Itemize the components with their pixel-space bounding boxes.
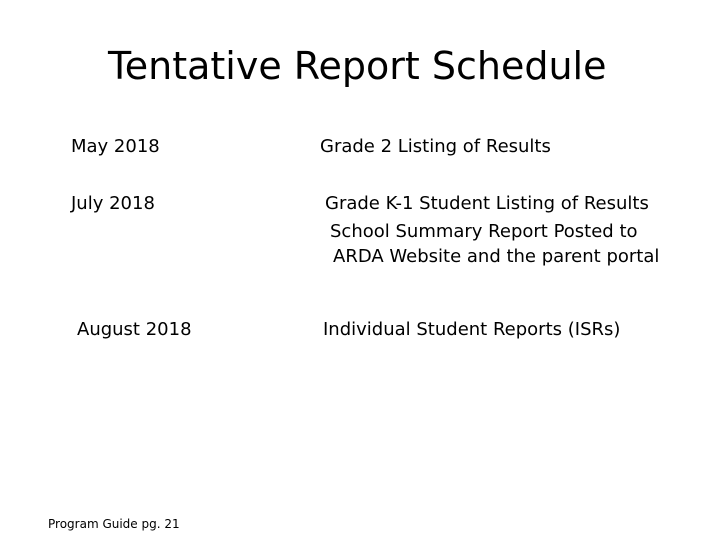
- schedule-item-arda-website: ARDA Website and the parent portal: [333, 246, 660, 267]
- schedule-item-isrs: Individual Student Reports (ISRs): [323, 319, 621, 340]
- schedule-date-may: May 2018: [71, 136, 160, 157]
- footer-reference: Program Guide pg. 21: [48, 517, 180, 531]
- schedule-item-grade2-listing: Grade 2 Listing of Results: [320, 136, 551, 157]
- schedule-item-gradek1-listing: Grade K-1 Student Listing of Results: [325, 193, 649, 214]
- schedule-date-august: August 2018: [77, 319, 192, 340]
- schedule-item-school-summary: School Summary Report Posted to: [330, 221, 638, 242]
- slide-title: Tentative Report Schedule: [108, 44, 607, 88]
- schedule-date-july: July 2018: [71, 193, 155, 214]
